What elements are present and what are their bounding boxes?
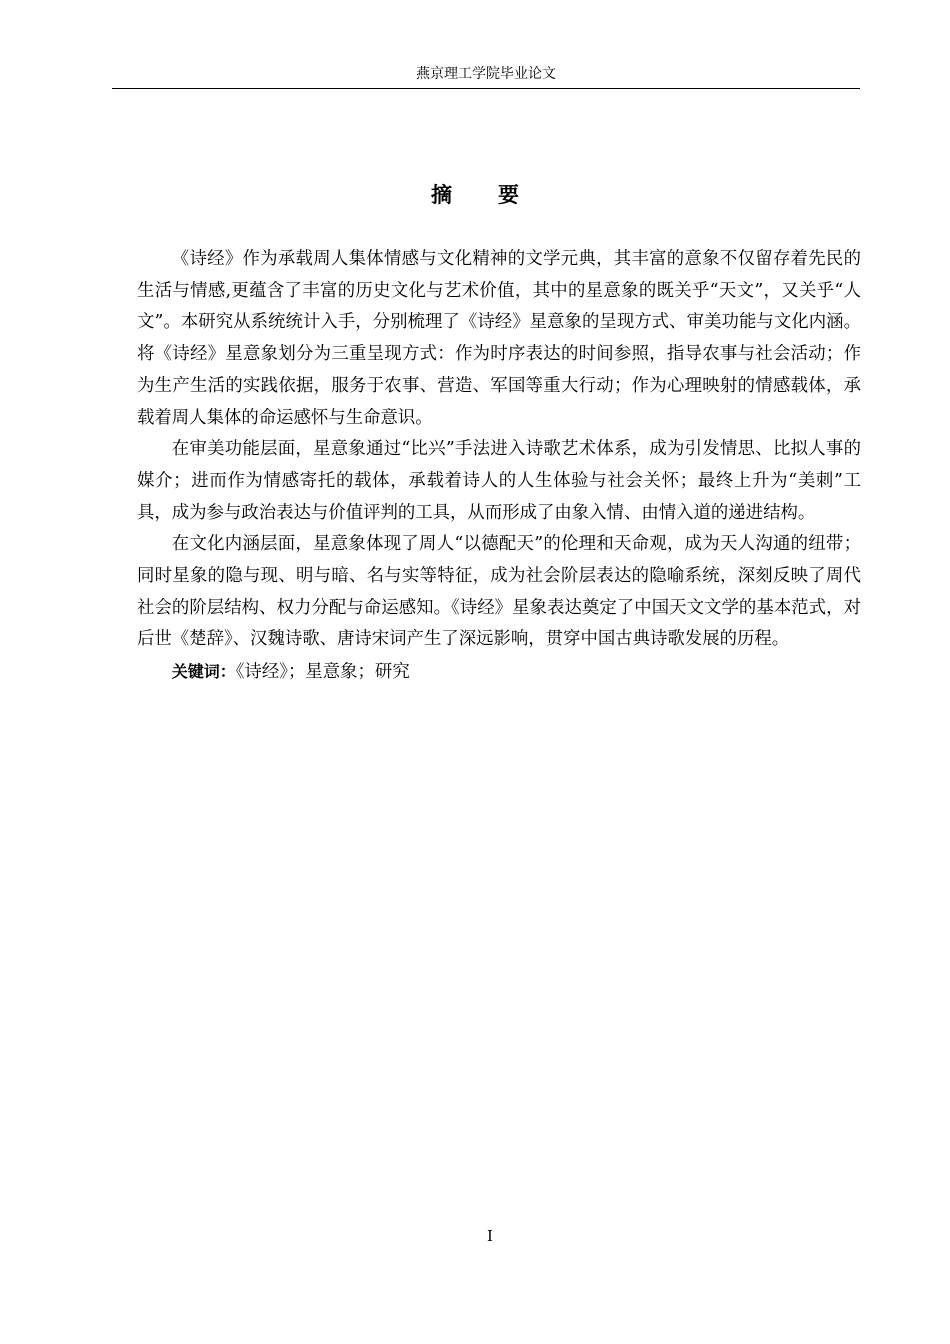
keywords-text: 《诗经》；星意象；研究 <box>235 662 410 683</box>
page-header <box>112 64 860 89</box>
keywords-line <box>137 656 861 689</box>
abstract-paragraph: 《诗经》作为承载周人集体情感与文化精神的文学元典，其丰富的意象不仅留存着先民的生活与情感,更蕴含了丰富的历史文化与艺术价值，其中的星意象的既关乎“天文”，又关乎“人文”。本研究从系统统计入手，分别梳理了《诗经》星意象的呈现方式、审美功能与文化内涵。将《诗经》星意象划分为三重呈现方式：作为时序表达的时间参照，指导农事与社会活动；作为生产生活的实践依据，服务于农事、营造、军国等重大行动；作为心理映射的情感载体，承载着周人集体的命运感怀与生命意识。 <box>137 249 861 428</box>
header-title: 燕京理工学院毕业论文 <box>416 66 556 82</box>
abstract-paragraph: 在审美功能层面，星意象通过“比兴”手法进入诗歌艺术体系，成为引发情思、比拟人事的媒介；进而作为情感寄托的载体，承载着诗人的人生体验与社会关怀；最终上升为“美刺”工具，成为参与政治表达与价值评判的工具，从而形成了由象入情、由情入道的递进结构。 <box>137 439 861 523</box>
abstract-paragraph: 在文化内涵层面，星意象体现了周人“以德配天”的伦理和天命观，成为天人沟通的纽带；同时星象的隐与现、明与暗、名与实等特征，成为社会阶层表达的隐喻系统，深刻反映了周代社会的阶层结构、权力分配与命运感知。《诗经》星象表达奠定了中国天文文学的基本范式，对后世《楚辞》、汉魏诗歌、唐诗宋词产生了深远影响，贯穿中国古典诗歌发展的历程。 <box>137 534 861 650</box>
page-number: I <box>487 1227 493 1245</box>
keywords-label: 关键词： <box>171 662 236 682</box>
abstract-body <box>137 244 861 689</box>
abstract-title: 摘要 <box>431 183 565 207</box>
